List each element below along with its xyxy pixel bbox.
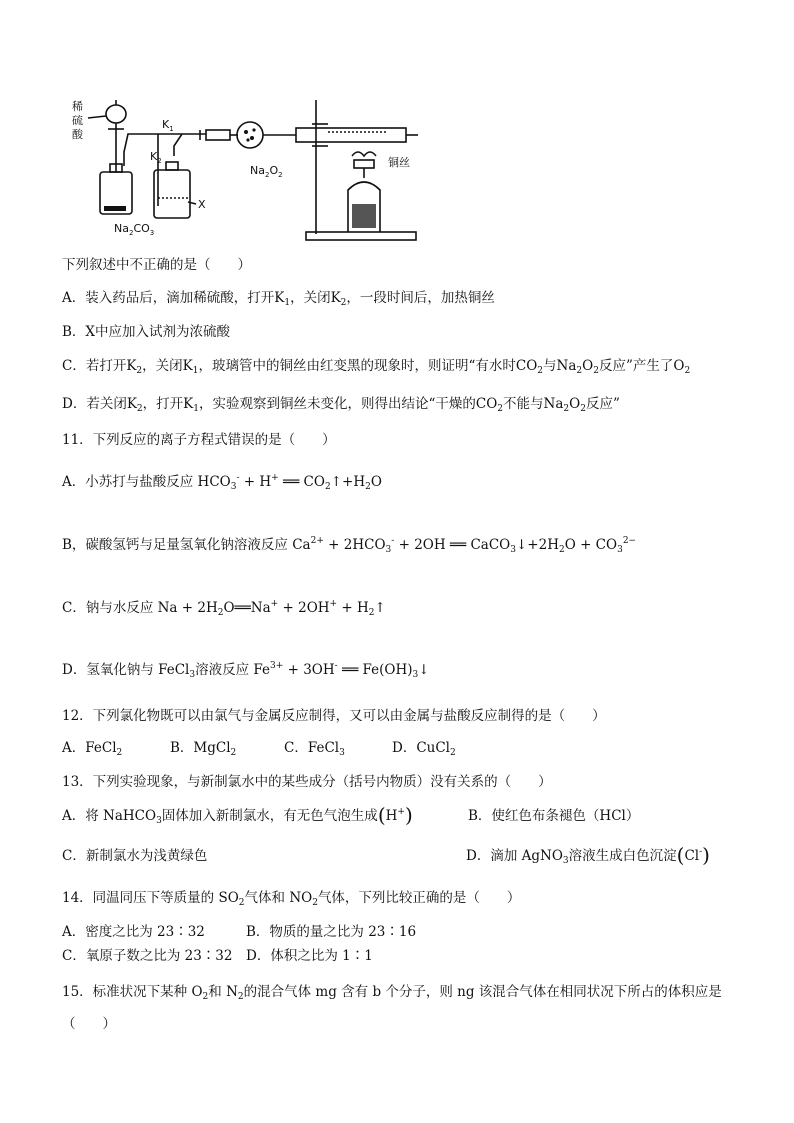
label-na2co3: $Na_2CO_3$ [114,222,155,237]
q14-option-c: C．氧原子数之比为 23∶32 [62,948,233,964]
label-acid-2: 硫 [72,114,83,127]
q13-option-a: A．将 NaHCO$_3$固体加入新制氯水，有无色气泡生成(H+) [62,803,413,827]
stand-base [306,232,416,240]
label-acid-3: 酸 [72,128,83,141]
q14-option-d: D．体积之比为 1∶1 [246,948,373,964]
glass-tube [296,128,406,142]
label-na2o2: $Na_2O_2$ [250,164,283,179]
q10-option-b: B．X中应加入试剂为浓硫酸 [62,324,231,340]
label-k2: $K_2$ [150,150,162,165]
q13-option-d: D．滴加 AgNO$_3$溶液生成白色沉淀(Cl-) [466,843,710,867]
middle-bottle [154,170,190,218]
q12-option-d: D．CuCl$_2$ [392,740,456,758]
q15-stem: 15．标准状况下某种 $O_2$和 $N_2$的混合气体 mg 含有 b 个分子，则 ng 该混合气体在相同状况下所占的体积应是 [62,984,722,1002]
q11-option-d: D．氢氧化钠与 FeCl$_3$溶液反应 $Fe^{3+} + 3OH^-$ ══ $Fe(OH)_3↓$ [62,661,430,680]
q14-stem: 14．同温同压下等质量的 $SO_2$气体和 $NO_2$气体，下列比较正确的是（ ） [62,890,521,908]
connector [206,130,230,140]
q13-stem: 13．下列实验现象，与新制氯水中的某些成分（括号内物质）没有关系的（ ） [62,774,552,790]
q13-option-c: C．新制氯水为浅黄绿色 [62,848,208,864]
na2o2-bulb [237,122,263,148]
apparatus-figure [66,94,428,246]
funnel-bulb [106,105,126,123]
label-acid-1: 稀 [72,100,83,113]
q11-option-a: A．小苏打与盐酸反应 $HCO_3^- + H^+$ ══ $CO_2↑+H_2O$ [62,473,382,492]
q14-option-a: A．密度之比为 23∶32 [62,924,205,940]
q11-option-b: B，碳酸氢钙与足量氢氧化钠溶液反应 $Ca^{2+} + 2HCO_3^- + 2OH$ ══ $CaCO_3↓+2H_2O + CO_3^{2-}$ [62,536,637,555]
q12-option-c: C．FeCl$_3$ [284,740,345,758]
q12-stem: 12．下列氯化物既可以由氯气与金属反应制得，又可以由金属与盐酸反应制得的是（ ） [62,708,606,724]
label-x: X [198,198,206,211]
q14-option-b: B．物质的量之比为 23∶16 [246,924,417,940]
q10-option-d: D．若关闭$K_2$，打开$K_1$，实验观察到铜丝未变化，则得出结论“干燥的$CO_2$不能与$Na_2O_2$反应” [62,396,620,414]
na2co3-solid [104,206,126,211]
q10-option-c: C．若打开$K_2$，关闭$K_1$，玻璃管中的铜丝由红变黑的现象时，则证明“有水时$CO_2$与$Na_2O_2$反应”产生了$O_2$ [62,358,691,376]
q11-stem: 11．下列反应的离子方程式错误的是（ ） [62,432,336,448]
q12-option-b: B．MgCl$_2$ [170,740,237,758]
q13-option-b: B．使红色布条褪色（HCl） [468,808,640,824]
q12-option-a: A．FeCl$_2$ [62,740,123,758]
q15-answer-paren: （ ） [62,1016,116,1032]
q10-option-a: A．装入药品后，滴加稀硫酸，打开$K_1$，关闭$K_2$，一段时间后，加热铜丝 [62,290,495,308]
label-copper: 铜丝 [388,156,410,169]
q10-stem: 下列叙述中不正确的是（ ） [62,257,251,273]
q11-option-c: C．钠与水反应 $Na + 2H_2O══Na^+ + 2OH^+$ + $H_2↑$ [62,599,386,618]
label-k1: $K_1$ [162,118,174,133]
flame [352,152,376,156]
burner-body [352,204,376,228]
